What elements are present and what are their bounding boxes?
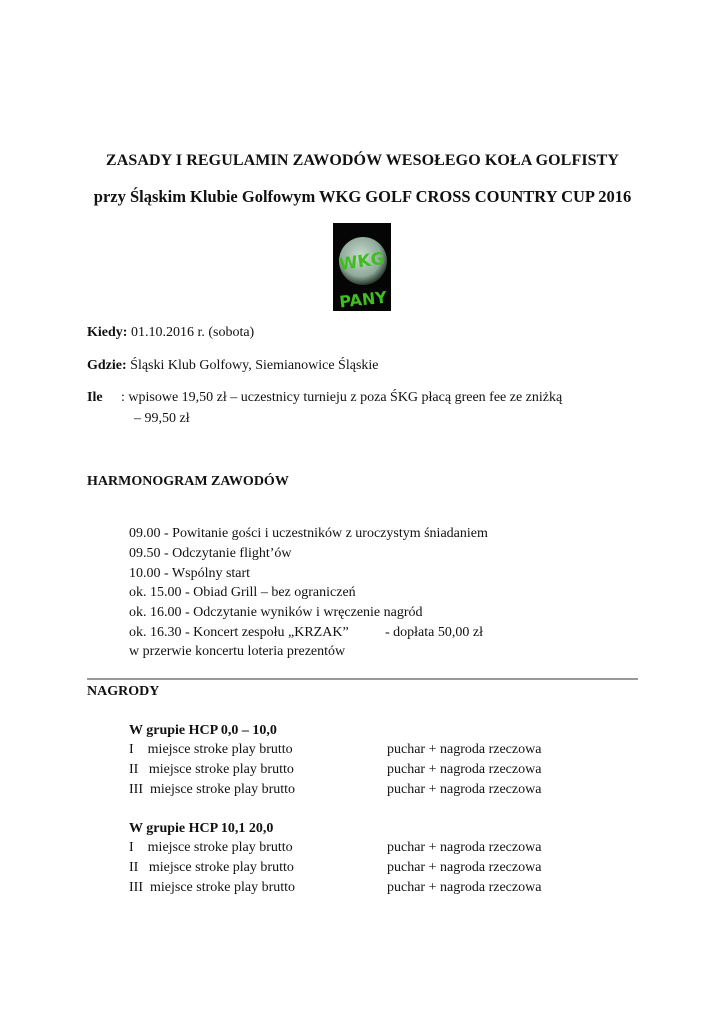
where-label: Gdzie:: [87, 358, 127, 373]
prize-place: I miejsce stroke play brutto: [129, 840, 293, 855]
where-row: [87, 358, 379, 374]
when-row: [87, 325, 254, 341]
fee-label: Ile: [87, 390, 103, 405]
schedule-heading: HARMONOGRAM ZAWODÓW: [87, 474, 289, 489]
schedule-item: ok. 15.00 - Obiad Grill – bez ograniczeń: [129, 585, 356, 600]
prizes-heading: NAGRODY: [87, 684, 160, 699]
concert-extra-fee: - dopłata 50,00 zł: [385, 625, 483, 640]
prize-place: I miejsce stroke play brutto: [129, 742, 293, 757]
document-title: ZASADY I REGULAMIN ZAWODÓW WESOŁEGO KOŁA GOLFISTY: [105, 152, 620, 169]
logo-graphic: [333, 223, 391, 311]
when-label: Kiedy:: [87, 325, 128, 340]
fee-value-line2: – 99,50 zł: [134, 411, 190, 426]
prize-reward: puchar + nagroda rzeczowa: [387, 840, 542, 855]
wkg-pany-logo: [333, 223, 391, 311]
prize-group-title: W grupie HCP 10,1 20,0: [129, 821, 274, 836]
fee-value-line1: : wpisowe 19,50 zł – uczestnicy turnieju z poza ŚKG płacą green fee ze zniżką: [121, 390, 563, 405]
schedule-item: w przerwie koncertu loteria prezentów: [129, 644, 346, 659]
prize-place: III miejsce stroke play brutto: [129, 880, 296, 895]
prize-place: III miejsce stroke play brutto: [129, 782, 296, 797]
when-value: 01.10.2016 r. (sobota): [130, 325, 255, 340]
prize-place: II miejsce stroke play brutto: [129, 860, 294, 875]
logo-text-bottom: PANY: [338, 287, 388, 311]
prize-reward: puchar + nagroda rzeczowa: [387, 762, 542, 777]
prize-place: II miejsce stroke play brutto: [129, 762, 294, 777]
schedule-item: 10.00 - Wspólny start: [129, 566, 251, 581]
section-divider: [87, 678, 638, 680]
logo-text-top: WKG: [337, 248, 386, 276]
document-subtitle: przy Śląskim Klubie Golfowym WKG GOLF CROSS COUNTRY CUP 2016: [93, 187, 632, 206]
schedule-item: 09.00 - Powitanie gości i uczestników z uroczystym śniadaniem: [129, 526, 488, 541]
prize-reward: puchar + nagroda rzeczowa: [387, 880, 542, 895]
prize-reward: puchar + nagroda rzeczowa: [387, 860, 542, 875]
schedule-item: 09.50 - Odczytanie flight’ów: [129, 546, 292, 561]
where-value: Śląski Klub Golfowy, Siemianowice Śląskie: [130, 358, 379, 373]
prize-reward: puchar + nagroda rzeczowa: [387, 742, 542, 757]
prize-reward: puchar + nagroda rzeczowa: [387, 782, 542, 797]
schedule-item: ok. 16.30 - Koncert zespołu „KRZAK”: [129, 625, 349, 640]
prize-group-title: W grupie HCP 0,0 – 10,0: [129, 723, 277, 738]
schedule-item: ok. 16.00 - Odczytanie wyników i wręczenie nagród: [129, 605, 423, 620]
